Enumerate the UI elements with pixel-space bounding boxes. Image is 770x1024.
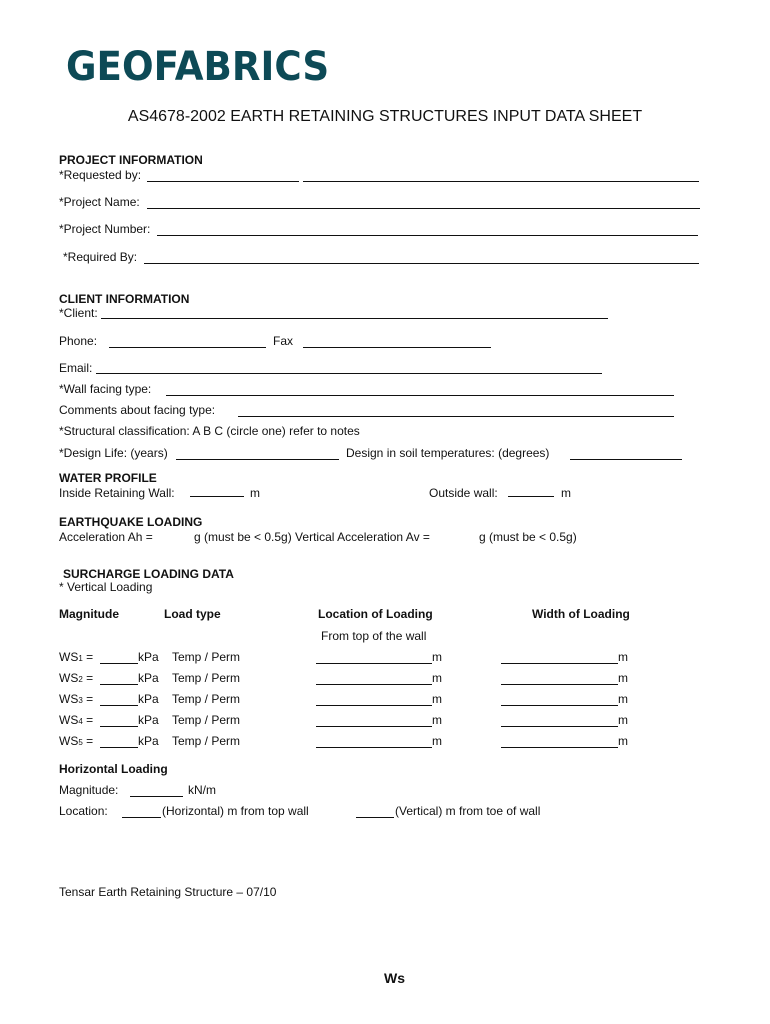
ws-prefix: WS — [59, 713, 79, 727]
ws-index: 1 — [78, 654, 83, 663]
ws-load-type[interactable]: Temp / Perm — [172, 713, 241, 727]
col-location: Location of Loading — [318, 607, 433, 621]
ws-location-unit: m — [432, 734, 442, 748]
phone-label: Phone: — [59, 334, 98, 348]
ws-prefix: WS — [59, 734, 79, 748]
ws-location-field[interactable] — [316, 726, 432, 727]
ws-equals: = — [82, 734, 94, 748]
ws-magnitude-field[interactable] — [100, 663, 138, 664]
inside-wall-unit: m — [250, 486, 260, 500]
h-location-horizontal-field[interactable] — [122, 817, 161, 818]
project-name-label: *Project Name: — [59, 195, 140, 209]
ws-location-unit: m — [432, 692, 442, 706]
ws-width-unit: m — [618, 671, 628, 685]
outside-wall-unit: m — [561, 486, 571, 500]
earthquake-heading: EARTHQUAKE LOADING — [59, 515, 203, 529]
ws-label — [59, 713, 93, 727]
h-location-horizontal-note: (Horizontal) m from top wall — [162, 804, 309, 818]
h-magnitude-label: Magnitude: — [59, 783, 119, 797]
outside-wall-label: Outside wall: — [429, 486, 498, 500]
ws-label — [59, 671, 93, 685]
page-mark: Ws — [384, 970, 405, 986]
accel-h-label: Acceleration Ah = — [59, 530, 153, 544]
ws-unit: kPa — [138, 713, 159, 727]
accel-h-note: g (must be < 0.5g) Vertical Acceleration Av = — [194, 530, 430, 544]
ws-magnitude-field[interactable] — [100, 726, 138, 727]
client-info-heading: CLIENT INFORMATION — [59, 292, 190, 306]
water-profile-heading: WATER PROFILE — [59, 471, 157, 485]
ws-width-field[interactable] — [501, 705, 618, 706]
ws-unit: kPa — [138, 734, 159, 748]
ws-width-unit: m — [618, 713, 628, 727]
ws-unit: kPa — [138, 671, 159, 685]
horizontal-heading: Horizontal Loading — [59, 762, 168, 776]
email-label: Email: — [59, 361, 93, 375]
ws-width-unit: m — [618, 734, 628, 748]
ws-location-field[interactable] — [316, 684, 432, 685]
accel-v-note: g (must be < 0.5g) — [479, 530, 577, 544]
ws-width-field[interactable] — [501, 663, 618, 664]
email-field[interactable] — [96, 373, 602, 374]
h-location-vertical-note: (Vertical) m from toe of wall — [395, 804, 541, 818]
location-sub: From top of the wall — [321, 629, 427, 643]
phone-field[interactable] — [109, 347, 266, 348]
ws-width-field[interactable] — [501, 684, 618, 685]
ws-load-type[interactable]: Temp / Perm — [172, 671, 241, 685]
design-temp-label: Design in soil temperatures: (degrees) — [346, 446, 550, 460]
design-life-field[interactable] — [176, 459, 339, 460]
requested-by-label: *Requested by: — [59, 168, 142, 182]
ws-index: 4 — [78, 717, 83, 726]
requested-by-field[interactable] — [147, 181, 299, 182]
design-life-label: *Design Life: (years) — [59, 446, 168, 460]
ws-width-field[interactable] — [501, 747, 618, 748]
ws-location-unit: m — [432, 671, 442, 685]
ws-location-field[interactable] — [316, 663, 432, 664]
project-name-field[interactable] — [147, 208, 700, 209]
required-by-label: *Required By: — [63, 250, 138, 264]
ws-unit: kPa — [138, 650, 159, 664]
required-by-field[interactable] — [144, 263, 699, 264]
h-location-vertical-field[interactable] — [356, 817, 394, 818]
ws-width-unit: m — [618, 650, 628, 664]
fax-label: Fax — [273, 334, 294, 348]
ws-magnitude-field[interactable] — [100, 705, 138, 706]
wall-facing-field[interactable] — [166, 395, 674, 396]
surcharge-heading: SURCHARGE LOADING DATA — [63, 567, 234, 581]
ws-location-unit: m — [432, 650, 442, 664]
client-field[interactable] — [101, 318, 608, 319]
footer-text: Tensar Earth Retaining Structure – 07/10 — [59, 885, 277, 899]
client-label: *Client: — [59, 306, 98, 320]
ws-width-field[interactable] — [501, 726, 618, 727]
ws-equals: = — [82, 671, 94, 685]
comments-label: Comments about facing type: — [59, 403, 216, 417]
ws-label — [59, 692, 93, 706]
ws-index: 3 — [78, 696, 83, 705]
col-magnitude: Magnitude — [59, 607, 119, 621]
requested-by-field-2[interactable] — [303, 181, 699, 182]
ws-location-field[interactable] — [316, 747, 432, 748]
ws-load-type[interactable]: Temp / Perm — [172, 734, 241, 748]
ws-load-type[interactable]: Temp / Perm — [172, 692, 241, 706]
project-number-label: *Project Number: — [59, 222, 151, 236]
ws-magnitude-field[interactable] — [100, 747, 138, 748]
ws-prefix: WS — [59, 671, 79, 685]
inside-wall-field[interactable] — [190, 496, 244, 497]
project-info-heading: PROJECT INFORMATION — [59, 153, 203, 167]
inside-wall-label: Inside Retaining Wall: — [59, 486, 175, 500]
ws-equals: = — [82, 650, 94, 664]
ws-width-unit: m — [618, 692, 628, 706]
ws-unit: kPa — [138, 692, 159, 706]
structural-classification: *Structural classification: A B C (circle one) refer to notes — [59, 424, 360, 438]
ws-location-unit: m — [432, 713, 442, 727]
h-location-label: Location: — [59, 804, 108, 818]
ws-equals: = — [82, 692, 94, 706]
col-width: Width of Loading — [532, 607, 630, 621]
ws-index: 5 — [78, 738, 83, 747]
ws-label — [59, 650, 93, 664]
ws-label — [59, 734, 93, 748]
h-magnitude-field[interactable] — [130, 796, 183, 797]
project-number-field[interactable] — [157, 235, 698, 236]
page-title: AS4678-2002 EARTH RETAINING STRUCTURES INPUT DATA SHEET — [127, 108, 643, 125]
comments-field[interactable] — [238, 416, 674, 417]
ws-index: 2 — [78, 675, 83, 684]
ws-equals: = — [82, 713, 94, 727]
design-temp-field[interactable] — [570, 459, 682, 460]
wall-facing-label: *Wall facing type: — [59, 382, 152, 396]
h-magnitude-unit: kN/m — [188, 783, 216, 797]
ws-load-type[interactable]: Temp / Perm — [172, 650, 241, 664]
ws-prefix: WS — [59, 650, 79, 664]
ws-magnitude-field[interactable] — [100, 684, 138, 685]
geofabrics-logo: GEOFABRICS — [66, 44, 330, 90]
col-load-type: Load type — [164, 607, 221, 621]
outside-wall-field[interactable] — [508, 496, 554, 497]
fax-field[interactable] — [303, 347, 491, 348]
ws-location-field[interactable] — [316, 705, 432, 706]
vertical-loading-label: * Vertical Loading — [59, 580, 153, 594]
ws-prefix: WS — [59, 692, 79, 706]
